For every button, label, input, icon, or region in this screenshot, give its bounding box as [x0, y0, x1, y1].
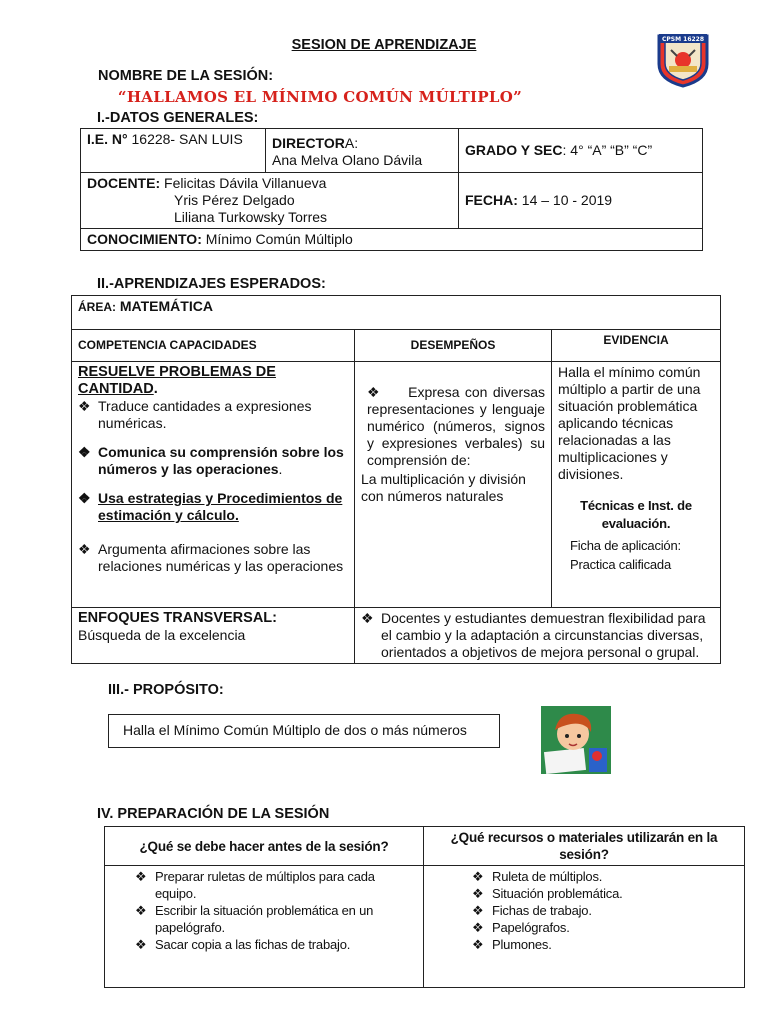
list-item: ❖ Usa estrategias y Procedimientos de estimación y cálculo. — [78, 490, 343, 523]
diamond-bullet-icon: ❖ — [472, 886, 484, 901]
list-item: ❖ Papelógrafos. — [472, 920, 570, 935]
fecha-label: FECHA: — [465, 192, 518, 208]
antes-cell — [105, 866, 424, 988]
directora-suffix: A: — [344, 135, 359, 151]
diamond-bullet-icon: ❖ — [78, 541, 91, 557]
section-heading-proposito: III.- PROPÓSITO: — [108, 682, 224, 698]
docente-label: DOCENTE: — [87, 175, 161, 191]
diamond-bullet-icon: ❖ — [78, 444, 91, 460]
area-label: ÁREA: — [78, 300, 116, 314]
docente-name-2: Yris Pérez Delgado — [174, 192, 295, 208]
conocimiento-label: CONOCIMIENTO: — [87, 231, 202, 247]
list-item: ❖ Docentes y estudiantes demuestran flexibilidad para el cambio y la adaptación a circunstancias diversas, orientados a objetivos de mejora personal o grupal. — [361, 610, 706, 660]
recursos-list — [472, 868, 738, 953]
col-desempenos-header: DESEMPEÑOS — [355, 330, 552, 362]
enfoques-value: Búsqueda de la excelencia — [78, 627, 246, 643]
session-name: “HALLAMOS EL MÍNIMO COMÚN MÚLTIPLO” — [117, 88, 523, 106]
grado-value: : 4° “A” “B” “C” — [562, 142, 653, 158]
area-value: MATEMÁTICA — [119, 298, 213, 314]
directora-value: Ana Melva Olano Dávila — [272, 152, 423, 168]
list-item: ❖ Escribir la situación problemática en un papelógrafo. — [135, 903, 374, 935]
list-item: ❖ Ruleta de múltiplos. — [472, 869, 603, 884]
diamond-bullet-icon: ❖ — [472, 937, 484, 952]
antes-list — [135, 868, 417, 953]
recursos-cell — [424, 866, 745, 988]
aprendizajes-table — [71, 295, 721, 664]
fecha-value: 14 – 10 - 2019 — [521, 192, 613, 208]
diamond-bullet-icon: ❖ — [135, 869, 147, 884]
fecha-cell — [459, 173, 703, 229]
enfoques-cell — [72, 608, 355, 664]
diamond-bullet-icon: ❖ — [78, 490, 91, 506]
ie-value: 16228- SAN LUIS — [127, 131, 243, 147]
evidencia-cell — [552, 362, 721, 608]
tecnicas-title: Técnicas e Inst. de evaluación. — [580, 498, 692, 531]
competencia-title: RESUELVE PROBLEMAS DE CANTIDAD. — [78, 364, 276, 397]
col-evidencia-header: EVIDENCIA — [552, 330, 721, 362]
tecnica-item-2: Practica calificada — [570, 557, 671, 572]
area-cell — [72, 296, 721, 330]
diamond-bullet-icon: ❖ — [361, 610, 374, 626]
col-competencia-header: COMPETENCIA CAPACIDADES — [72, 330, 355, 362]
conocimiento-cell — [81, 229, 703, 251]
grado-label: GRADO Y SEC — [465, 142, 563, 158]
evidencia-text: Halla el mínimo común múltiplo a partir de una situación problemática aplicando técnicas relacionadas a las multiplicaciones y divisiones. — [558, 364, 701, 482]
svg-text:CPSM 16228: CPSM 16228 — [661, 36, 705, 43]
col-antes-header: ¿Qué se debe hacer antes de la sesión? — [105, 827, 424, 866]
purpose-text: Halla el Mínimo Común Múltiplo de dos o más números — [123, 722, 467, 738]
diamond-bullet-icon: ❖ — [472, 903, 484, 918]
diamond-bullet-icon: ❖ — [78, 398, 91, 414]
desempeno-text: ❖ Expresa con diversas representaciones y lenguaje numérico (números, signos y expresiones verbales) su comprensión de: — [367, 384, 546, 468]
preparacion-table — [104, 826, 745, 988]
diamond-bullet-icon: ❖ — [472, 869, 484, 884]
datos-generales-table — [80, 128, 703, 251]
section-heading-aprendizajes: II.-APRENDIZAJES ESPERADOS: — [97, 276, 326, 292]
docente-name-1: Felicitas Dávila Villanueva — [164, 175, 327, 191]
purpose-box — [108, 714, 500, 748]
list-item: ❖ Sacar copia a las fichas de trabajo. — [135, 937, 351, 952]
list-item: ❖ Preparar ruletas de múltiplos para cada equipo. — [135, 869, 375, 901]
grado-cell — [459, 129, 703, 173]
list-item: ❖ Argumenta afirmaciones sobre las relaciones numéricas y las operaciones — [78, 541, 344, 574]
tecnica-item-1: Ficha de aplicación: — [570, 538, 681, 553]
docente-cell — [81, 173, 459, 229]
student-illustration-icon — [541, 706, 611, 774]
document-title: SESION DE APRENDIZAJE — [291, 37, 477, 53]
list-item: ❖ Traduce cantidades a expresiones numéricas. — [78, 398, 312, 431]
docente-name-3: Liliana Turkowsky Torres — [174, 209, 328, 225]
diamond-bullet-icon: ❖ — [367, 384, 382, 400]
section-heading-preparacion: IV. PREPARACIÓN DE LA SESIÓN — [97, 806, 330, 822]
enfoques-label: ENFOQUES TRANSVERSAL: — [78, 610, 277, 626]
desempeno-continuation: La multiplicación y división con números naturales — [361, 471, 526, 504]
list-item: ❖ Fichas de trabajo. — [472, 903, 592, 918]
list-item: ❖ Situación problemática. — [472, 886, 623, 901]
section-heading-datos: I.-DATOS GENERALES: — [97, 110, 259, 126]
conocimiento-value: Mínimo Común Múltiplo — [201, 231, 353, 247]
diamond-bullet-icon: ❖ — [135, 937, 147, 952]
directora-label: DIRECTOR — [272, 135, 345, 151]
competencia-cell — [72, 362, 355, 608]
capacidades-list — [78, 398, 348, 575]
col-recursos-header: ¿Qué recursos o materiales utilizarán en la sesión? — [424, 827, 745, 866]
directora-cell — [266, 129, 459, 173]
desempenos-cell — [355, 362, 552, 608]
session-name-label: NOMBRE DE LA SESIÓN: — [98, 68, 274, 84]
list-item: ❖ Comunica su comprensión sobre los números y las operaciones. — [78, 444, 344, 477]
diamond-bullet-icon: ❖ — [472, 920, 484, 935]
ie-label: I.E. N° — [87, 131, 128, 147]
list-item: ❖ Plumones. — [472, 937, 552, 952]
diamond-bullet-icon: ❖ — [135, 903, 147, 918]
school-crest-logo — [653, 30, 713, 88]
enfoques-desc-cell — [355, 608, 721, 664]
ie-cell — [81, 129, 266, 173]
